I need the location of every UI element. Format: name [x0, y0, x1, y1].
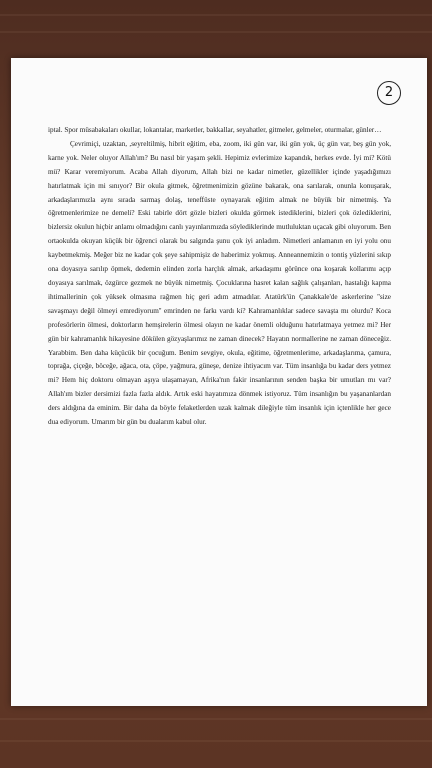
wood-grain — [0, 718, 432, 720]
wood-grain — [0, 14, 432, 16]
essay-text — [48, 124, 391, 430]
paragraph-2: Çevrimiçi, uzaktan, ,seyreltilmiş, hibrit eğitim, eba, zoom, iki gün var, iki gün yok, üç gün var, beş gün yok, karne yok. Neler oluyor Allah'ım? Bu nasıl bir yaşam şekli. Hepimiz evlerimize kapandık, herkes evde. İyi mi? Kötü mü? Karar veremiyorum. Acaba Allah diyorum, Allah bizi ne kadar nimetler, güzellikler içinde yaşadığımızı hatırlatmak için mi sınıyor? Bir okula gitmek, öğretmenimizin gözüne bakarak, ona sarılarak, onunla konuşarak, arkadaşlarımızla aynı sırada sarmaş dolaş, teneffüste oynayarak eğitim almak ne büyük bir nimetmiş. Ya öğretmenlerimize ne demeli? Eski tabirle dört gözle bizleri okulda görmek istediklerini, bizleri çok özlediklerini, bizlersiz okulun hiçbir anlamı olmadığını canlı yayınlarımızda söylediklerinde mutluluktan uçacak gibi oluyorum. Ben ortaokulda okuyan küçük bir öğrenci olarak bu salgında şunu çok iyi anladım. Nimetleri anlamanın en iyi yolu onu kaybetmekmiş. Meğer biz ne kadar çok şeye sahipmişiz de haberimiz yokmuş. Anneannemizin o tontiş yüzlerini sıkıp ona doyasıya sarılıp öpmek, dedemin elinden zorla harçlık almak, arkadaşımı görünce ona koşarak kollarımı açıp doyasıya sarılmak, özgürce gezmek ne büyük nimetmiş. Çocuklarına hasret kalan sağlık çalışanları, hastalığı kapma ihtimallerinin çok yüksek olmasına rağmen hiç geri adım atmadılar. Atatürk'ün Çanakkale'de askerlerine ''size savaşmayı değil ölmeyi emrediyorum'' emrinden ne farkı vardı ki? Kahramanlıklar sadece savaşta mı olurdu? Koca profesörlerin ölmesi, doktorların hemşirelerin ölmesi olayın ne kadar önemli olduğunu hatırlatmaya yetmez mi? Her gün bir kahramanlık hikayesine dökülen gözyaşlarımız ne zaman dinecek? Hayatın normallerine ne zaman döneceğiz. Yarabbim. Ben daha küçücük bir çocuğum. Benim sevgiye, okula, eğitime, öğretmenlerime, arkadaşlarıma, çamura, toprağa, çiçeğe, böceğe, ağaca, ota, çöpe, yağmura, güneşe, denize ihtiyacım var. Tüm insanlığa bu kadar ders yetmez mi? Hem hiç doktoru olmayan aşıya ulaşamayan, Afrika'nın fakir insanlarının senden başka bir umutları mı var? Allah'ım bizler dersimizi fazla fazla aldık. Artık eski hayatımıza dönmek istiyoruz. Tüm insanlığın bu yaşananlardan ders aldığına da eminim. Bir daha da böyle felaketlerden uzak kalmak dileğiyle tüm insanlık için içtenlikle her gece dua ediyorum. Umarım bir gün bu dualarım kabul olur. — [48, 139, 391, 427]
paragraph-1: iptal. Spor müsabakaları okullar, lokantalar, marketler, bakkallar, seyahatler, gitmeler, gelmeler, oturmalar, günler… — [48, 126, 382, 134]
wood-grain — [0, 31, 432, 33]
wood-grain — [0, 740, 432, 742]
paper-sheet — [11, 58, 427, 706]
handwritten-page-number: 2 — [377, 81, 401, 105]
